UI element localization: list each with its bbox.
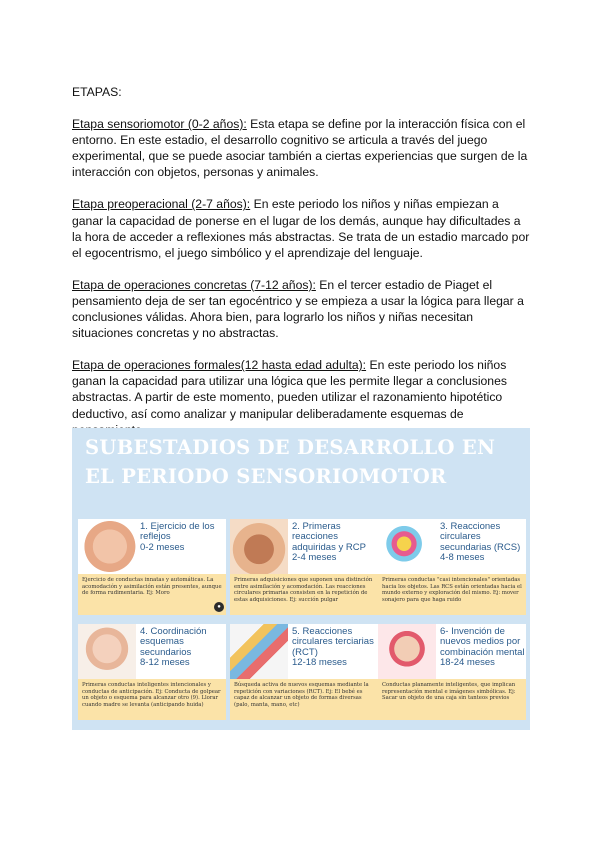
thumb-sucking-photo — [230, 519, 288, 574]
card-description: Primeras conductas inteligentes intencionales y conductas de anticipación. Ej: Conducta de golpear un objeto o esquema para alcanzar otro (9). Llorar cuando madre se levanta (anticipando huida) — [78, 679, 226, 720]
baby-photo — [78, 624, 136, 679]
stage-text: En este periodo los niños y niñas empiezan a ganar la capacidad de ponerse en el lugar de los demás, aunque hay dificultades a la hora de acceder a reflexiones más abstractas. Se trata de un estadio marcado por el egocentrismo, el juego simbólico y el aprendizaje del lenguaje. — [72, 197, 530, 260]
stage-title: Etapa preoperacional (2-7 años): — [72, 197, 251, 212]
card-age: 0-2 meses — [140, 541, 185, 553]
card-description: Ejercicio de conductas innatas y automáticas. La acomodación y asimilación están presentes, aunque de forma rudimentaria. Ej: Moro — [78, 574, 226, 615]
card-age: 2-4 meses — [292, 552, 337, 564]
card-description: Búsqueda activa de nuevos esquemas mediante la repetición con variaciones (RCT). Ej: El bebé es capaz de alcanzar un objeto de formas diversas (palo, manta, mano, etc) — [230, 679, 378, 720]
card-age: 4-8 meses — [440, 552, 485, 564]
stage-title: Etapa sensoriomotor (0-2 años): — [72, 117, 247, 132]
stage-paragraph — [72, 196, 532, 260]
stage-paragraph — [72, 357, 532, 437]
stage-text: En este periodo los niños ganan la capacidad para utilizar una lógica que les permite llegar a conclusiones abstractas. A partir de este momento, pueden utilizar el razonamiento hipotético deductivo, así como analizar y manipular deliberadamente esquemas de — [72, 358, 507, 421]
sensorimotor-infographic — [72, 428, 530, 730]
stage-text: Esta etapa se define por la interacción física con el entorno. En este estadio, el desarrollo cognitivo se articula a través del juego experimental, que se puede asociar también a ciertas experiencias que surgen de la interacción con objetos, personas y animales. — [72, 117, 528, 180]
baby-photo — [378, 624, 436, 679]
eye-icon: ● — [214, 602, 224, 612]
stage-title: Etapa de operaciones concretas (7-12 años): — [72, 277, 316, 292]
card-age: 12-18 meses — [292, 657, 347, 669]
section-heading: ETAPAS: — [72, 85, 122, 99]
document-body — [72, 84, 532, 454]
substage-card — [378, 624, 526, 720]
card-description: Conductas planamente inteligentes, que implican representación mental e imágenes simbólicas. Ej: Sacar un objeto de una caja sin tanteos previos — [378, 679, 526, 720]
card-title: 1. Ejercicio de los reflejos — [140, 521, 215, 543]
card-title: 6- Invención de nuevos medios por combinación mental — [440, 626, 525, 658]
stage-title: Etapa de operaciones formales(12 hasta edad adulta): — [72, 358, 367, 373]
substage-card — [378, 519, 526, 615]
substage-card — [230, 624, 378, 720]
infographic-title: SUBESTADIOS DE DESARROLLO EN EL PERIODO SENSORIOMOTOR — [85, 436, 496, 488]
card-age: 8-12 meses — [140, 657, 190, 669]
card-description: Primeras conductas "casi intencionales" orientadas hacia los objetos. Las RCS están orientadas hacia el mundo externo y exploración del mismo. Ej: mover sonajero para que haga ruido — [378, 574, 526, 615]
blocks-photo — [230, 624, 288, 679]
substage-card — [78, 519, 226, 615]
substage-card — [78, 624, 226, 720]
card-age: 18-24 meses — [440, 657, 495, 669]
baby-photo — [78, 519, 136, 574]
stage-paragraph — [72, 116, 532, 180]
stage-paragraph — [72, 277, 532, 341]
stage-text: En el tercer estadio de Piaget el pensamiento deja de ser tan egocéntrico y se empieza a usar la lógica para llegar a conclusiones válidas. Ahora bien, para lograrlo los niños y niñas necesitan situaciones concretas y no abstractas. — [72, 277, 524, 341]
card-title: 5. Reacciones circulares terciarias (RCT) — [292, 626, 374, 658]
substage-card — [230, 519, 378, 615]
card-description: Primeras adquisiciones que suponen una distinción entre asimilación y acomodación. Las reacciones circulares primarias consisten en la repetición de estas adquisiciones. Ej: succión pulgar — [230, 574, 378, 615]
card-title: 4. Coordinación esquemas secundarios — [140, 626, 207, 658]
card-title: 2. Primeras reacciones adquiridas y RCP — [292, 521, 366, 553]
rattle-photo — [378, 519, 436, 574]
card-title: 3. Reacciones circulares secundarias (RCS) — [440, 521, 521, 553]
